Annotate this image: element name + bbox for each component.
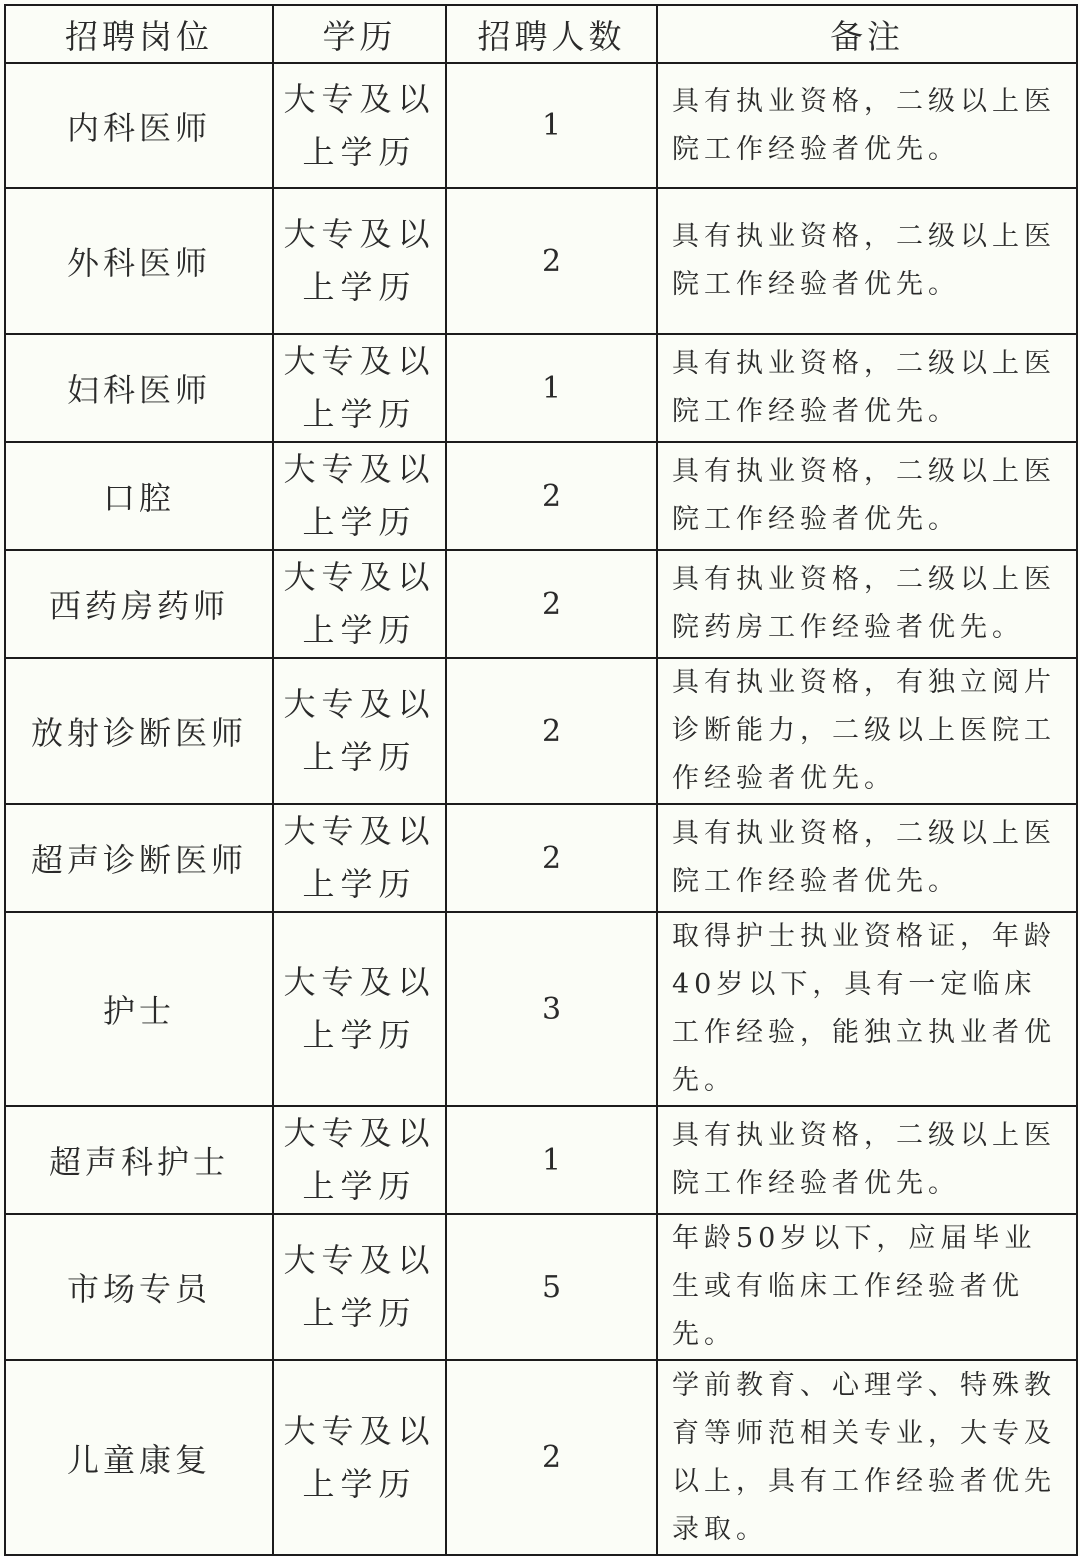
count-cell: 5 bbox=[446, 1214, 657, 1360]
education-line: 上学历 bbox=[302, 1167, 417, 1205]
count-cell: 3 bbox=[446, 912, 657, 1106]
count-cell: 2 bbox=[446, 550, 657, 658]
education-cell bbox=[273, 658, 446, 804]
position-cell: 放射诊断医师 bbox=[5, 658, 273, 804]
education-line: 上学历 bbox=[302, 132, 417, 171]
note-cell: 学前教育、心理学、特殊教育等师范相关专业，大专及以上，具有工作经验者优先录取。 bbox=[657, 1360, 1077, 1555]
table-row bbox=[5, 1106, 1077, 1214]
table-row bbox=[5, 1360, 1077, 1555]
table-row bbox=[5, 804, 1077, 912]
education-line: 上学历 bbox=[302, 503, 417, 541]
education-cell bbox=[273, 804, 446, 912]
table-row bbox=[5, 63, 1077, 188]
position-cell: 超声诊断医师 bbox=[5, 804, 273, 912]
education-cell bbox=[273, 1360, 446, 1555]
position-cell: 内科医师 bbox=[5, 63, 273, 188]
table-row bbox=[5, 550, 1077, 658]
header-note: 备注 bbox=[657, 5, 1077, 63]
count-cell: 2 bbox=[446, 442, 657, 550]
education-cell bbox=[273, 334, 446, 442]
position-cell: 妇科医师 bbox=[5, 334, 273, 442]
education-line: 大专及以 bbox=[283, 558, 436, 596]
education-line: 大专及以 bbox=[283, 685, 436, 723]
education-line: 上学历 bbox=[302, 1294, 417, 1332]
education-line: 上学历 bbox=[302, 865, 417, 903]
table-row bbox=[5, 188, 1077, 334]
count-cell: 2 bbox=[446, 804, 657, 912]
education-line: 大专及以 bbox=[283, 450, 436, 488]
education-line: 大专及以 bbox=[283, 79, 436, 118]
note-cell: 年龄50岁以下，应届毕业生或有临床工作经验者优先。 bbox=[657, 1214, 1077, 1360]
position-cell: 西药房药师 bbox=[5, 550, 273, 658]
education-cell bbox=[273, 63, 446, 188]
education-line: 上学历 bbox=[302, 1016, 417, 1054]
header-count: 招聘人数 bbox=[446, 5, 657, 63]
note-cell: 具有执业资格，二级以上医院工作经验者优先。 bbox=[657, 804, 1077, 912]
education-cell bbox=[273, 550, 446, 658]
note-cell: 具有执业资格，二级以上医院药房工作经验者优先。 bbox=[657, 550, 1077, 658]
education-line: 上学历 bbox=[302, 611, 417, 649]
education-cell bbox=[273, 1214, 446, 1360]
education-line: 上学历 bbox=[302, 395, 417, 433]
table-row bbox=[5, 658, 1077, 804]
education-cell bbox=[273, 442, 446, 550]
education-line: 上学历 bbox=[302, 268, 417, 306]
table-header-row bbox=[5, 5, 1077, 63]
position-cell: 超声科护士 bbox=[5, 1106, 273, 1214]
note-cell: 具有执业资格，二级以上医院工作经验者优先。 bbox=[657, 188, 1077, 334]
count-cell: 2 bbox=[446, 1360, 657, 1555]
recruitment-table bbox=[4, 4, 1078, 1556]
note-cell: 具有执业资格，有独立阅片诊断能力，二级以上医院工作经验者优先。 bbox=[657, 658, 1077, 804]
note-cell: 取得护士执业资格证，年龄40岁以下，具有一定临床工作经验，能独立执业者优先。 bbox=[657, 912, 1077, 1106]
header-education: 学历 bbox=[273, 5, 446, 63]
position-cell: 市场专员 bbox=[5, 1214, 273, 1360]
education-line: 大专及以 bbox=[283, 342, 436, 380]
count-cell: 2 bbox=[446, 188, 657, 334]
note-cell: 具有执业资格，二级以上医院工作经验者优先。 bbox=[657, 442, 1077, 550]
count-cell: 1 bbox=[446, 63, 657, 188]
note-cell: 具有执业资格，二级以上医院工作经验者优先。 bbox=[657, 334, 1077, 442]
education-line: 上学历 bbox=[302, 738, 417, 776]
position-cell: 儿童康复 bbox=[5, 1360, 273, 1555]
education-cell bbox=[273, 188, 446, 334]
position-cell: 外科医师 bbox=[5, 188, 273, 334]
table-row bbox=[5, 442, 1077, 550]
note-cell: 具有执业资格，二级以上医院工作经验者优先。 bbox=[657, 1106, 1077, 1214]
count-cell: 2 bbox=[446, 658, 657, 804]
count-cell: 1 bbox=[446, 334, 657, 442]
education-line: 上学历 bbox=[302, 1464, 417, 1503]
table-row bbox=[5, 1214, 1077, 1360]
education-line: 大专及以 bbox=[283, 1114, 436, 1152]
position-cell: 口腔 bbox=[5, 442, 273, 550]
position-cell: 护士 bbox=[5, 912, 273, 1106]
education-line: 大专及以 bbox=[283, 215, 436, 253]
education-line: 大专及以 bbox=[283, 1241, 436, 1279]
table-row bbox=[5, 912, 1077, 1106]
education-line: 大专及以 bbox=[283, 812, 436, 850]
education-line: 大专及以 bbox=[283, 963, 436, 1001]
table-row bbox=[5, 334, 1077, 442]
note-cell: 具有执业资格，二级以上医院工作经验者优先。 bbox=[657, 63, 1077, 188]
header-position: 招聘岗位 bbox=[5, 5, 273, 63]
education-line: 大专及以 bbox=[283, 1411, 436, 1450]
education-cell bbox=[273, 912, 446, 1106]
education-cell bbox=[273, 1106, 446, 1214]
count-cell: 1 bbox=[446, 1106, 657, 1214]
